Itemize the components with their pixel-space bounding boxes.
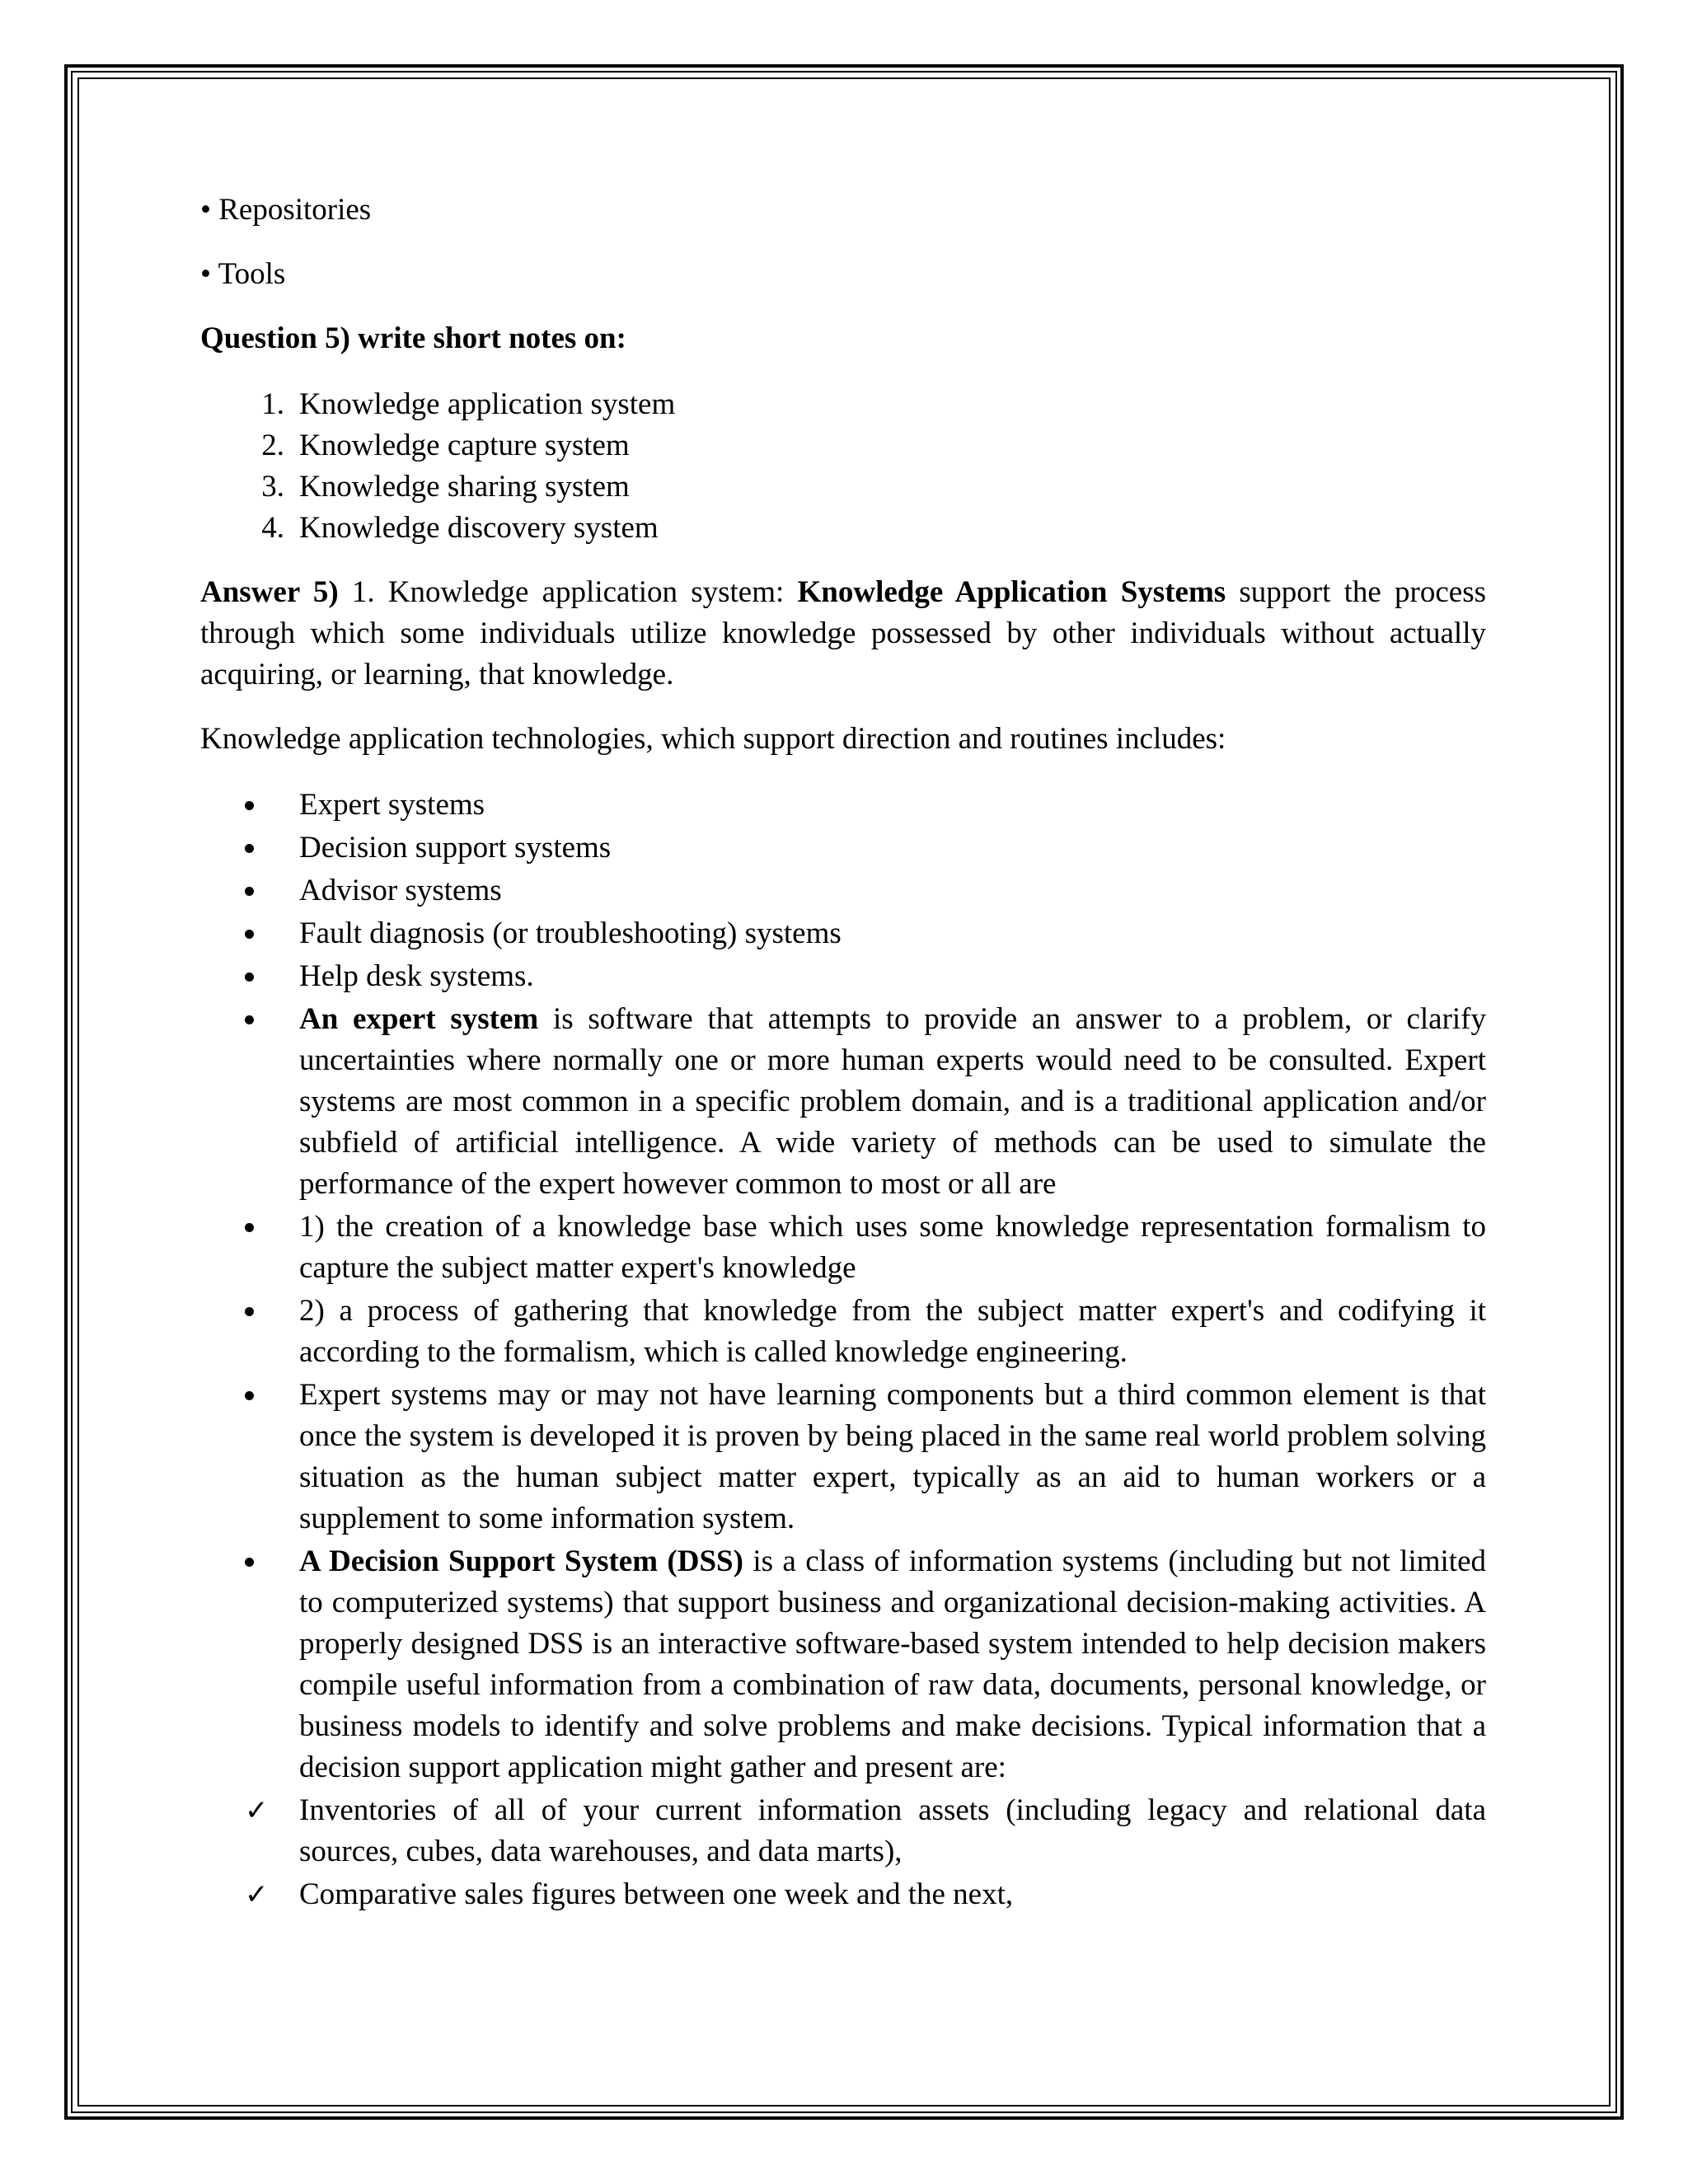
list-item: Help desk systems. <box>200 956 1486 997</box>
list-item: 1. Knowledge application system <box>261 387 676 421</box>
list-item-dss: A Decision Support System (DSS) is a class of information systems (including but not limited to computerized systems) that support business and organizational decision-making activities. A properly designed DSS is an interactive software-based system intended to help decision makers compile useful information from a combination of raw data, documents, personal knowledge, or business models to identify and solve problems and make decisions. Typical information that a decision support application might gather and present are: <box>200 1541 1486 1788</box>
bullet-dot-icon <box>245 801 254 810</box>
list-item: Expert systems <box>200 785 1486 826</box>
list-item: Fault diagnosis (or troubleshooting) systems <box>200 913 1486 954</box>
bullet-dot-icon <box>245 887 254 896</box>
numbered-list <box>200 384 1486 549</box>
question-heading: Question 5) write short notes on: <box>200 321 626 355</box>
bullet-dot-icon <box>245 972 254 982</box>
answer-paragraph: Answer 5) 1. Knowledge application system: Knowledge Application Systems support the process through which some individuals utilize knowledge possessed by other individuals without actually acquiring, or learning, that knowledge. <box>200 575 1486 691</box>
bullet-repositories: • Repositories <box>200 193 372 227</box>
bullet-dot-icon <box>245 930 254 939</box>
bullet-list <box>200 785 1486 1915</box>
list-item-check: ✓ Comparative sales figures between one week and the next, <box>245 1877 1014 1911</box>
list-item-expert-system: An expert system is software that attempts to provide an answer to a problem, or clarify uncertainties where normally one or more human experts would need to be consulted. Expert systems are most common in a specific problem domain, and is a traditional application and/or subfield of artificial intelligence. A wide variety of methods can be used to simulate the performance of the expert however common to most or all are <box>200 999 1486 1205</box>
checkmark-icon: ✓ <box>245 1878 269 1911</box>
list-item: 3. Knowledge sharing system <box>261 470 630 504</box>
list-item: Decision support systems <box>200 827 1486 869</box>
list-item: Expert systems may or may not have learning components but a third common element is that once the system is developed it is proven by being placed in the same real world problem solving situation as the human subject matter expert, typically as an aid to human workers or a supplement to some information system. <box>200 1375 1486 1540</box>
document-body <box>200 190 1486 1917</box>
bullet-dot-icon <box>245 1015 254 1024</box>
answer-bold-term: Knowledge Application Systems <box>797 575 1226 609</box>
list-item: 2) a process of gathering that knowledge from the subject matter expert's and codifying it according to the formalism, which is called knowledge engineering. <box>200 1291 1486 1373</box>
list-item: Advisor systems <box>200 870 1486 912</box>
bullet-dot-icon <box>245 1307 254 1316</box>
intro-paragraph: Knowledge application technologies, which support direction and routines includes: <box>200 722 1226 756</box>
bullet-tools: • Tools <box>200 257 286 291</box>
bullet-dot-icon <box>245 1391 254 1400</box>
bullet-dot-icon <box>245 1223 254 1232</box>
bullet-dot-icon <box>245 1558 254 1567</box>
checkmark-icon: ✓ <box>245 1794 269 1827</box>
bullet-dot-icon <box>245 844 254 853</box>
list-item: 1) the creation of a knowledge base which uses some knowledge representation formalism to capture the subject matter expert's knowledge <box>200 1207 1486 1289</box>
list-item: 4. Knowledge discovery system <box>261 511 659 545</box>
list-item: 2. Knowledge capture system <box>261 429 630 462</box>
answer-label: Answer 5) <box>200 575 339 609</box>
list-item-check: ✓ Inventories of all of your current information assets (including legacy and relational data sources, cubes, data warehouses, and data marts), <box>245 1793 1486 1868</box>
